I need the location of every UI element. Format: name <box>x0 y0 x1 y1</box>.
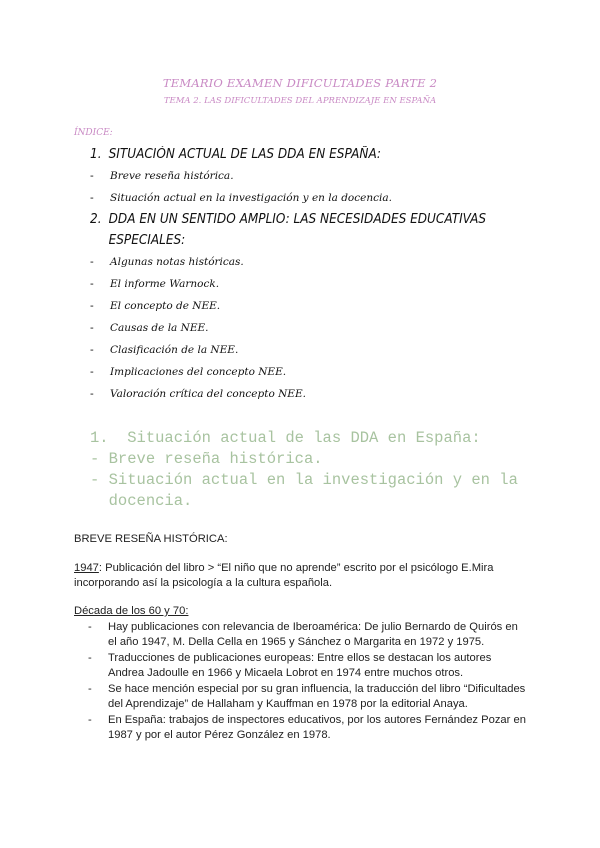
toc-marker: - <box>90 365 94 378</box>
list-item <box>88 651 528 680</box>
toc-text: Clasificación de la NEE. <box>110 344 239 356</box>
section-heading-line <box>90 470 520 512</box>
section-heading-marker: 1. <box>90 429 128 447</box>
toc-marker: - <box>90 191 94 204</box>
list-item-text: Traducciones de publicaciones europeas: Entre ellos se destacan los autores Andrea Jadoulle en 1966 y Micaela Lobrot en 1974 entre muchos otros. <box>108 652 492 679</box>
table-of-contents <box>90 144 520 405</box>
bullet-list <box>88 620 528 744</box>
toc-text: Breve reseña histórica. <box>110 170 234 182</box>
list-item <box>88 713 528 742</box>
section-heading-text: Situación actual de las DDA en España: <box>127 429 481 447</box>
toc-marker: - <box>90 321 94 334</box>
toc-item <box>90 187 520 209</box>
document-title: TEMARIO EXAMEN DIFICULTADES PARTE 2 <box>162 76 438 90</box>
bullet-dash: - <box>88 652 92 664</box>
toc-marker: 1. <box>90 147 102 162</box>
section-heading-text: Breve reseña histórica. <box>108 450 323 468</box>
toc-marker: - <box>90 169 94 182</box>
section-heading-line <box>90 449 520 470</box>
section-heading-line <box>90 428 520 449</box>
toc-item <box>90 251 520 273</box>
paragraph-1947 <box>74 561 534 591</box>
breve-heading: BREVE RESEÑA HISTÓRICA: <box>74 533 228 545</box>
decade-label: Década de los 60 y 70: <box>74 605 189 617</box>
list-item-text: En España: trabajos de inspectores educativos, por los autores Fernández Pozar en 1987 y por el autor Pérez González en 1978. <box>108 714 526 741</box>
toc-item <box>90 165 520 187</box>
toc-text: Situación actual en la investigación y en la docencia. <box>110 192 392 204</box>
toc-item <box>90 383 520 405</box>
toc-marker: - <box>90 299 94 312</box>
toc-marker: - <box>90 277 94 290</box>
bullet-dash: - <box>88 683 92 695</box>
list-item <box>88 620 528 649</box>
toc-text: DDA EN UN SENTIDO AMPLIO: LAS NECESIDADES EDUCATIVAS ESPECIALES: <box>108 212 487 248</box>
toc-text: El informe Warnock. <box>110 278 220 290</box>
year-1947: 1947 <box>74 562 99 574</box>
toc-item <box>90 144 490 165</box>
section-heading <box>90 428 520 512</box>
toc-item <box>90 273 520 295</box>
toc-text: Implicaciones del concepto NEE. <box>110 366 287 378</box>
toc-item <box>90 361 520 383</box>
list-item <box>88 682 528 711</box>
toc-item <box>90 295 520 317</box>
section-heading-marker: - <box>90 450 109 468</box>
list-item-text: Hay publicaciones con relevancia de Iberoamérica: De julio Bernardo de Quirós en el año 1947, M. Della Cella en 1965 y Sánchez o Margarita en 1972 y 1975. <box>108 621 518 648</box>
document-subtitle: TEMA 2. LAS DIFICULTADES DEL APRENDIZAJE EN ESPAÑA <box>163 96 437 106</box>
toc-item <box>90 317 520 339</box>
toc-marker: - <box>90 387 94 400</box>
toc-text: Valoración crítica del concepto NEE. <box>110 388 306 400</box>
list-item-text: Se hace mención especial por su gran influencia, la traducción del libro “Dificultades del Aprendizaje” de Hallaham y Kauffman en 1978 por la editorial Anaya. <box>108 683 526 710</box>
bullet-dash: - <box>88 621 92 633</box>
section-heading-text: Situación actual en la investigación y en la docencia. <box>108 471 518 510</box>
toc-text: SITUACIÓN ACTUAL DE LAS DDA EN ESPAÑA: <box>108 147 382 162</box>
toc-text: El concepto de NEE. <box>110 300 221 312</box>
toc-item <box>90 339 520 361</box>
toc-text: Algunas notas históricas. <box>110 256 244 268</box>
toc-marker: 2. <box>90 212 102 227</box>
indice-label: ÍNDICE: <box>74 128 113 138</box>
toc-marker: - <box>90 255 94 268</box>
paragraph-1947-text: : Publicación del libro > “El niño que no aprende” escrito por el psicólogo E.Mira incorporando así la psicología a la cultura española. <box>74 562 494 589</box>
bullet-dash: - <box>88 714 92 726</box>
toc-marker: - <box>90 343 94 356</box>
section-heading-marker: - <box>90 471 109 489</box>
toc-text: Causas de la NEE. <box>110 322 209 334</box>
toc-item <box>90 209 490 251</box>
